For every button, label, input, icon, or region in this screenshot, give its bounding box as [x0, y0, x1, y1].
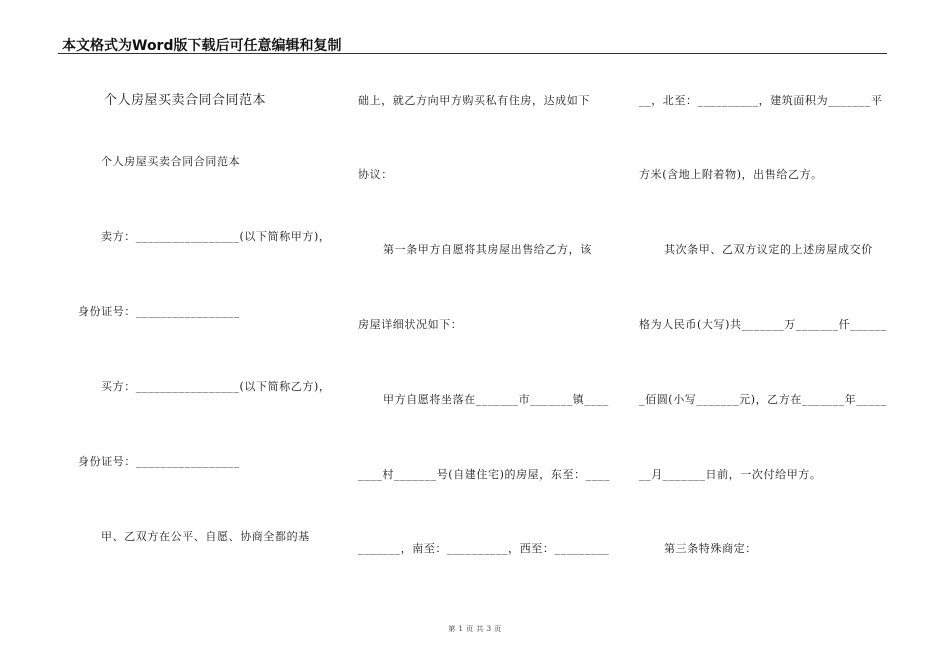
document-title: 个人房屋买卖合同合同范本: [104, 93, 267, 108]
paragraph-line: 房屋详细状况如下：: [358, 318, 463, 331]
buyer-id-line: 身份证号：_________________: [78, 455, 240, 468]
header-rule: [58, 53, 887, 54]
page-number: 第 1 页 共 3 页: [448, 625, 502, 633]
buyer-line: 买方：_________________(以下简称乙方)，: [101, 380, 331, 393]
seller-line: 卖方：_________________(以下简称甲方)，: [101, 230, 331, 243]
paragraph-line: _佰圆(小写_______元)，乙方在_______年_____: [639, 393, 887, 406]
article-1-line: 第一条甲方自愿将其房屋出售给乙方，该: [383, 243, 592, 256]
paragraph-line: 甲方自愿将坐落在_______市_______镇____: [383, 393, 609, 406]
article-3-line: 第三条特殊商定：: [664, 542, 757, 555]
paragraph-line: 础上，就乙方向甲方购买私有住房，达成如下: [358, 94, 590, 107]
paragraph-line: ____村_______号(自建住宅)的房屋，东至：____: [358, 468, 611, 481]
paragraph-line: 格为人民币(大写)共_______万_______仟______: [639, 318, 887, 331]
subtitle-line: 个人房屋买卖合同合同范本: [101, 155, 241, 168]
paragraph-line: 协议：: [358, 168, 393, 181]
paragraph-line: 方米(含地上附着物)，出售给乙方。: [639, 168, 823, 181]
paragraph-line: __，北至：__________，建筑面积为_______平: [639, 94, 883, 107]
paragraph-line: 甲、乙双方在公平、自愿、协商全都的基: [101, 530, 310, 543]
seller-id-line: 身份证号：_________________: [78, 305, 240, 318]
document-banner: 本文格式为Word版下载后可任意编辑和复制: [62, 38, 342, 54]
paragraph-line: __月_______日前，一次付给甲方。: [639, 468, 822, 481]
paragraph-line: _______，南至：__________，西至：_________: [358, 542, 610, 555]
article-2-line: 其次条甲、乙双方议定的上述房屋成交价: [664, 243, 873, 256]
